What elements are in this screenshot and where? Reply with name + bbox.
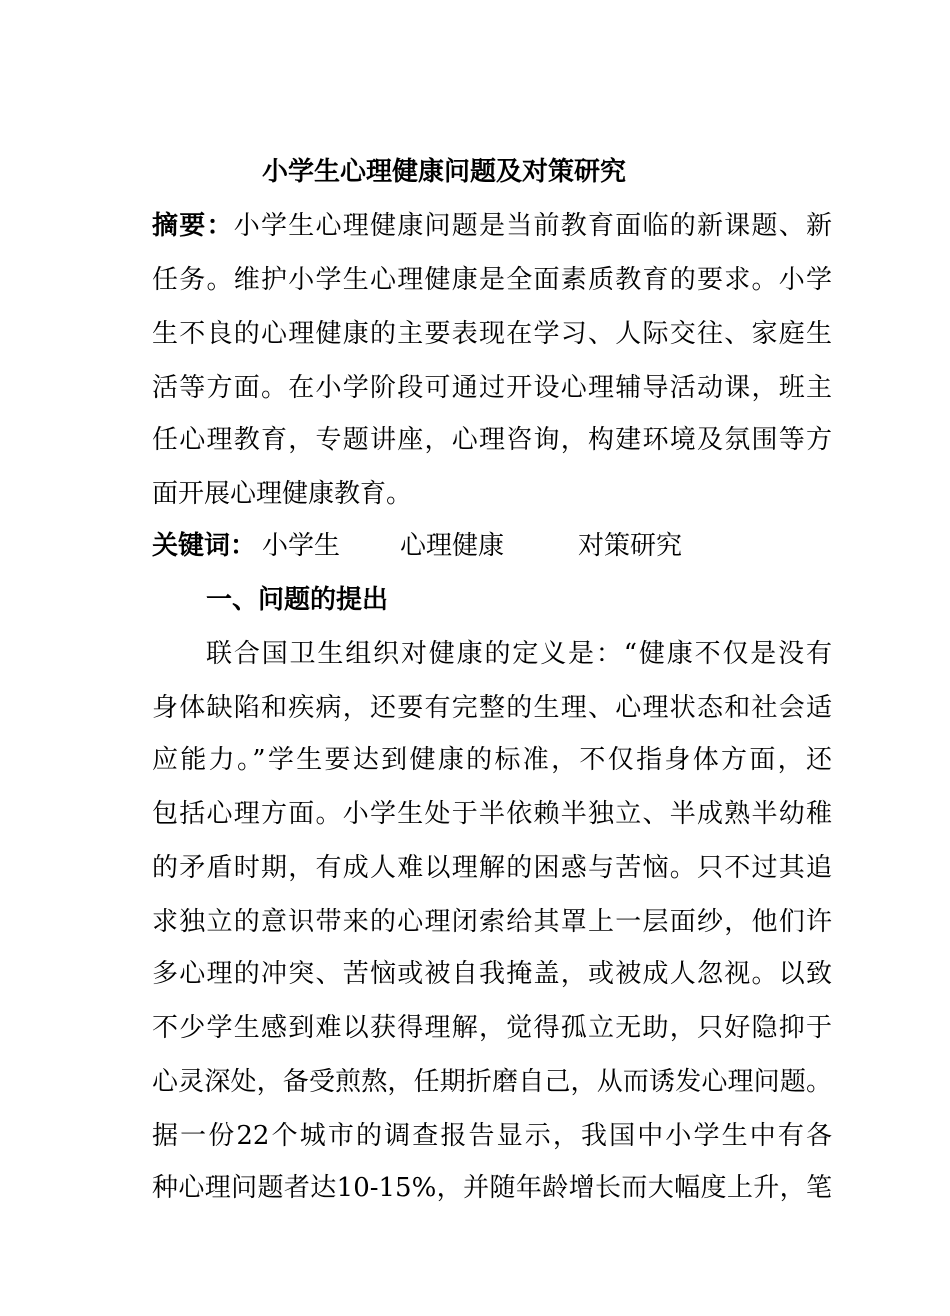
- keyword-item: 小学生: [262, 531, 341, 561]
- body-text-line: 种心理问题者达10-15%，并随年龄增长而大幅度上升，笔: [152, 1173, 832, 1203]
- body-text-line: 包括心理方面。小学生处于半依赖半独立、半成熟半幼稚: [152, 799, 832, 829]
- keyword-item: 对策研究: [578, 531, 683, 561]
- body-text-line: 心灵深处，备受煎熬，任期折磨自己，从而诱发心理问题。: [152, 1067, 832, 1097]
- body-text-line: 联合国卫生组织对健康的定义是：“健康不仅是没有: [206, 639, 832, 669]
- abstract-text-line: 面开展心理健康教育。: [152, 479, 413, 509]
- document-title: 小学生心理健康问题及对策研究: [262, 157, 627, 187]
- body-text-line: 的矛盾时期，有成人难以理解的困惑与苦恼。只不过其追: [152, 853, 832, 883]
- keywords-label: 关键词：: [152, 531, 257, 561]
- abstract-text-line: 小学生心理健康问题是当前教育面临的新课题、新: [233, 211, 832, 241]
- body-text-line: 身体缺陷和疾病，还要有完整的生理、心理状态和社会适: [152, 693, 832, 723]
- body-text-line: 应能力。”学生要达到健康的标准，不仅指身体方面，还: [152, 745, 832, 775]
- body-text-line: 求独立的意识带来的心理闭索给其罩上一层面纱，他们许: [152, 907, 832, 937]
- keyword-item: 心理健康: [400, 531, 505, 561]
- abstract-text-line: 生不良的心理健康的主要表现在学习、人际交往、家庭生: [152, 319, 832, 349]
- body-text-line: 据一份22个城市的调查报告显示，我国中小学生中有各: [152, 1121, 832, 1151]
- abstract-text-line: 任心理教育，专题讲座，心理咨询，构建环境及氛围等方: [152, 425, 832, 455]
- section-heading: 一、问题的提出: [206, 585, 389, 615]
- abstract-text-line: 任务。维护小学生心理健康是全面素质教育的要求。小学: [152, 265, 832, 295]
- body-text-line: 多心理的冲突、苦恼或被自我掩盖，或被成人忽视。以致: [152, 959, 832, 989]
- abstract-label: 摘要：: [152, 211, 234, 241]
- abstract-paragraph-line-1: [152, 206, 832, 246]
- body-text-line: 不少学生感到难以获得理解，觉得孤立无助，只好隐抑于: [152, 1013, 832, 1043]
- abstract-text-line: 活等方面。在小学阶段可通过开设心理辅导活动课，班主: [152, 373, 832, 403]
